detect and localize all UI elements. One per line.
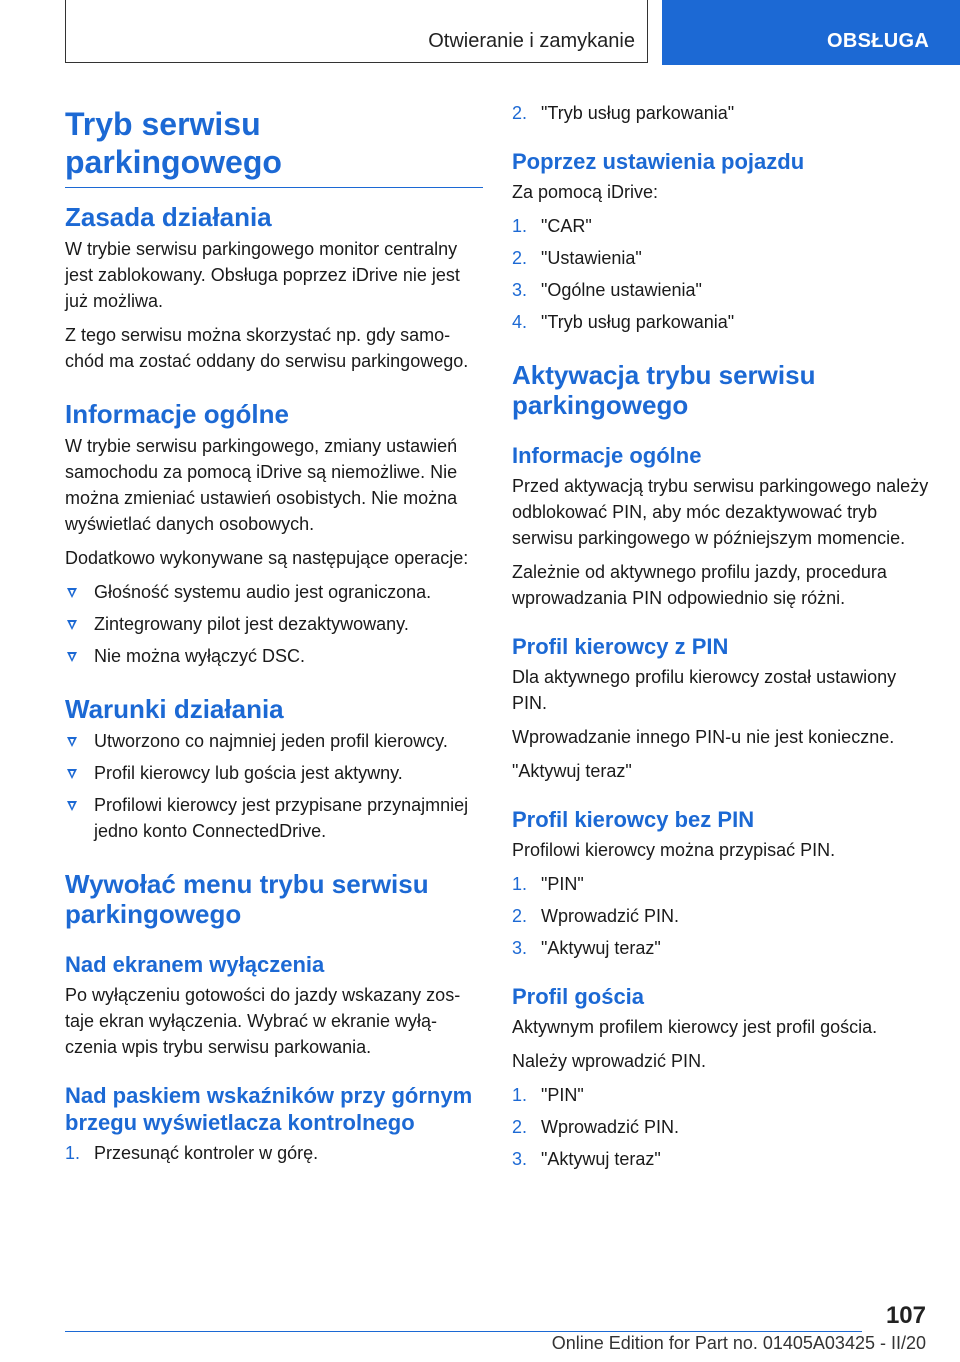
heading-zasada: Zasada działania [65, 202, 272, 232]
list-item: 4. "Tryb usług parkowania" [512, 312, 735, 332]
heading-informacje-ogolne: Informacje ogólne [512, 443, 702, 468]
header-box [65, 0, 648, 63]
triangle-bullet-icon [67, 588, 77, 598]
heading-profil-bez-pin: Profil kierowcy bez PIN [512, 807, 755, 832]
paragraph: Należy wprowadzić PIN. [512, 1051, 707, 1071]
list-item: 1. "CAR" [512, 216, 592, 236]
list-item: Głośność systemu audio jest ograniczona. [65, 579, 483, 605]
list-item: 3. "Ogólne ustawienia" [512, 280, 702, 300]
paragraph: Po wyłączeniu gotowości do jazdy wskazany zostaje ekran wyłączenia. Wybrać w ekranie wyłączenia wpis trybu serwisu parkowania. [65, 985, 461, 1057]
heading-profil-goscia: Profil gościa [512, 984, 645, 1009]
list-item: Profilowi kierowcy jest przypisane przynajmniej jedno konto ConnectedDrive. [65, 792, 483, 844]
list-item: 2. Wprowadzić PIN. [512, 906, 680, 926]
right-column [512, 100, 930, 1178]
chapter-tab-label: OBSŁUGA [827, 30, 930, 52]
paragraph: Dodatkowo wykonywane są następujące operacje: [65, 548, 469, 568]
page-title-line1: Tryb serwisu [65, 106, 261, 142]
paragraph: Przed aktywacją trybu serwisu parkingowego należy odblokować PIN, aby móc dezaktywować tryb serwisu parkingowego w późniejszym momencie. [512, 476, 929, 548]
heading-nad-paskiem: Nad paskiem wskaźników przy górnym brzegu wyświetlacza kontrolnego [65, 1083, 473, 1135]
triangle-bullet-icon [67, 801, 77, 811]
numbered-list [65, 1140, 483, 1166]
triangle-bullet-icon [67, 620, 77, 630]
paragraph: Za pomocą iDrive: [512, 182, 659, 202]
triangle-bullet-icon [67, 769, 77, 779]
page-title [65, 105, 483, 188]
paragraph: "Aktywuj teraz" [512, 761, 632, 781]
list-item: 2. "Tryb usług parkowania" [512, 103, 735, 123]
heading-informacje: Informacje ogólne [65, 399, 289, 429]
list-item: 1. "PIN" [512, 1085, 584, 1105]
footer-divider [65, 1331, 862, 1332]
page-number: 107 [885, 1302, 926, 1329]
list-item: Utworzono co najmniej jeden profil kierowcy. [65, 728, 483, 754]
triangle-bullet-icon [67, 652, 77, 662]
paragraph: Z tego serwisu można skorzystać np. gdy samochód ma zostać oddany do serwisu parkingowego. [65, 325, 469, 371]
paragraph: W trybie serwisu parkingowego, zmiany ustawień samochodu za pomocą iDrive są niemożliwe. Nie można zmieniać ustawień osobistych. Nie można wyświetlać danych osobowych. [65, 436, 458, 534]
heading-warunki: Warunki działania [65, 694, 284, 724]
bullet-list [65, 728, 483, 844]
paragraph: Profilowi kierowcy można przypisać PIN. [512, 840, 836, 860]
triangle-bullet-icon [67, 737, 77, 747]
paragraph: Zależnie od aktywnego profilu jazdy, procedura wprowadzania PIN odpowiednio się różni. [512, 562, 887, 608]
bullet-list [65, 579, 483, 669]
heading-aktywacja: Aktywacja trybu serwisu parkingowego [512, 360, 816, 420]
header-section-title: Otwieranie i zamykanie [428, 30, 635, 52]
list-item: 1. "PIN" [512, 874, 584, 894]
list-item: Zintegrowany pilot jest dezaktywowany. [65, 611, 483, 637]
list-item: 2. Wprowadzić PIN. [512, 1117, 680, 1137]
left-column [65, 100, 483, 1172]
heading-nad-ekranem: Nad ekranem wyłączenia [65, 952, 325, 977]
numbered-list [512, 1082, 930, 1172]
numbered-list [512, 871, 930, 961]
numbered-list [512, 100, 930, 126]
footer-edition: Online Edition for Part no. 01405A03425 - II/20 [551, 1333, 926, 1353]
list-item: 2. "Ustawienia" [512, 248, 642, 268]
chapter-tab[interactable] [662, 0, 960, 65]
list-item: Profil kierowcy lub gościa jest aktywny. [65, 760, 483, 786]
list-item: 1. Przesunąć kontroler w górę. [65, 1143, 319, 1163]
paragraph: Aktywnym profilem kierowcy jest profil gościa. [512, 1017, 878, 1037]
numbered-list [512, 213, 930, 335]
paragraph: W trybie serwisu parkingowego monitor centralny jest zablokowany. Obsługa poprzez iDrive nie jest już możliwa. [65, 239, 460, 311]
heading-ustawienia: Poprzez ustawienia pojazdu [512, 149, 805, 174]
list-item: Nie można wyłączyć DSC. [65, 643, 483, 669]
list-item: 3. "Aktywuj teraz" [512, 938, 661, 958]
heading-profil-z-pin: Profil kierowcy z PIN [512, 634, 729, 659]
heading-wywolac: Wywołać menu trybu serwisu parkingowego [65, 869, 429, 929]
page-title-line2: parkingowego [65, 144, 282, 180]
paragraph: Wprowadzanie innego PIN-u nie jest konieczne. [512, 727, 895, 747]
list-item: 3. "Aktywuj teraz" [512, 1149, 661, 1169]
paragraph: Dla aktywnego profilu kierowcy został ustawiony PIN. [512, 667, 897, 713]
